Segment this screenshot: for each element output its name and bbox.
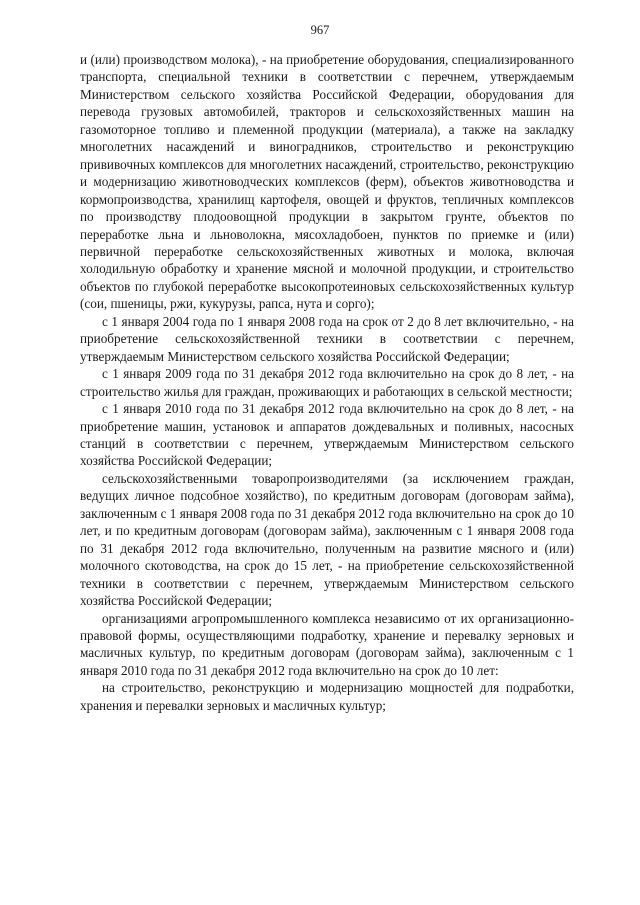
paragraph: с 1 января 2010 года по 31 декабря 2012 года включительно на срок до 8 лет, - на приобретение машин, установок и аппаратов дождевальных и поливных, насосных станций в соответствии с перечнем, утверждаемым Министерством сельского хозяйства Российской Федерации; (80, 401, 574, 469)
paragraph: на строительство, реконструкцию и модернизацию мощностей для подработки, хранения и перевалки зерновых и масличных культур; (80, 680, 574, 713)
paragraph: и (или) производством молока), - на приобретение оборудования, специализированного транспорта, специальной техники в соответствии с перечнем, утверждаемым Министерством сельского хозяйства Российской Федерации, оборудования для перевода грузовых автомобилей, тракторов и сельскохозяйственных машин на газомоторное топливо и племенной продукции (материала), а также на закладку многолетних насаждений и виноградников, строительство и реконструкцию прививочных комплексов для многолетних насаждений, строительство, реконструкцию и модернизацию животноводческих комплексов (ферм), объектов животноводства и кормопроизводства, хранилищ картофеля, овощей и фруктов, тепличных комплексов по производству плодоовощной продукции в закрытом грунте, объектов по переработке льна и льноволокна, мясохладобоен, пунктов по приемке и (или) первичной переработке сельскохозяйственных животных и молока, включая холодильную обработку и хранение мясной и молочной продукции, и строительство объектов по глубокой переработке высокопротеиновых сельскохозяйственных культур (сои, пшеницы, ржи, кукурузы, рапса, нута и сорго); (80, 52, 574, 312)
paragraph: сельскохозяйственными товаропроизводителями (за исключением граждан, ведущих личное подсобное хозяйство), по кредитным договорам (договорам займа), заключенным с 1 января 2008 года по 31 декабря 2012 года включительно на срок до 10 лет, и по кредитным договорам (договорам займа), заключенным с 1 января 2008 года по 31 декабря 2012 года включительно, полученным на развитие мясного и (или) молочного скотоводства, на срок до 15 лет, - на приобретение сельскохозяйственной техники в соответствии с перечнем, утверждаемым Министерством сельского хозяйства Российской Федерации; (80, 470, 574, 609)
page-number: 967 (310, 23, 330, 37)
paragraph: с 1 января 2004 года по 1 января 2008 года на срок от 2 до 8 лет включительно, - на приобретение сельскохозяйственной техники в соответствии с перечнем, утверждаемым Министерством сельского хозяйства Российской Федерации; (80, 313, 574, 364)
paragraph: организациями агропромышленного комплекса независимо от их организационно-правовой формы, осуществляющими подработку, хранение и перевалку зерновых и масличных культур, по кредитным договорам (договорам займа), заключенным с 1 января 2010 года по 31 декабря 2012 года включительно на срок до 10 лет: (80, 610, 574, 678)
document-body (80, 51, 574, 714)
paragraph: с 1 января 2009 года по 31 декабря 2012 года включительно на срок до 8 лет, - на строительство жилья для граждан, проживающих и работающих в сельской местности; (80, 366, 574, 399)
